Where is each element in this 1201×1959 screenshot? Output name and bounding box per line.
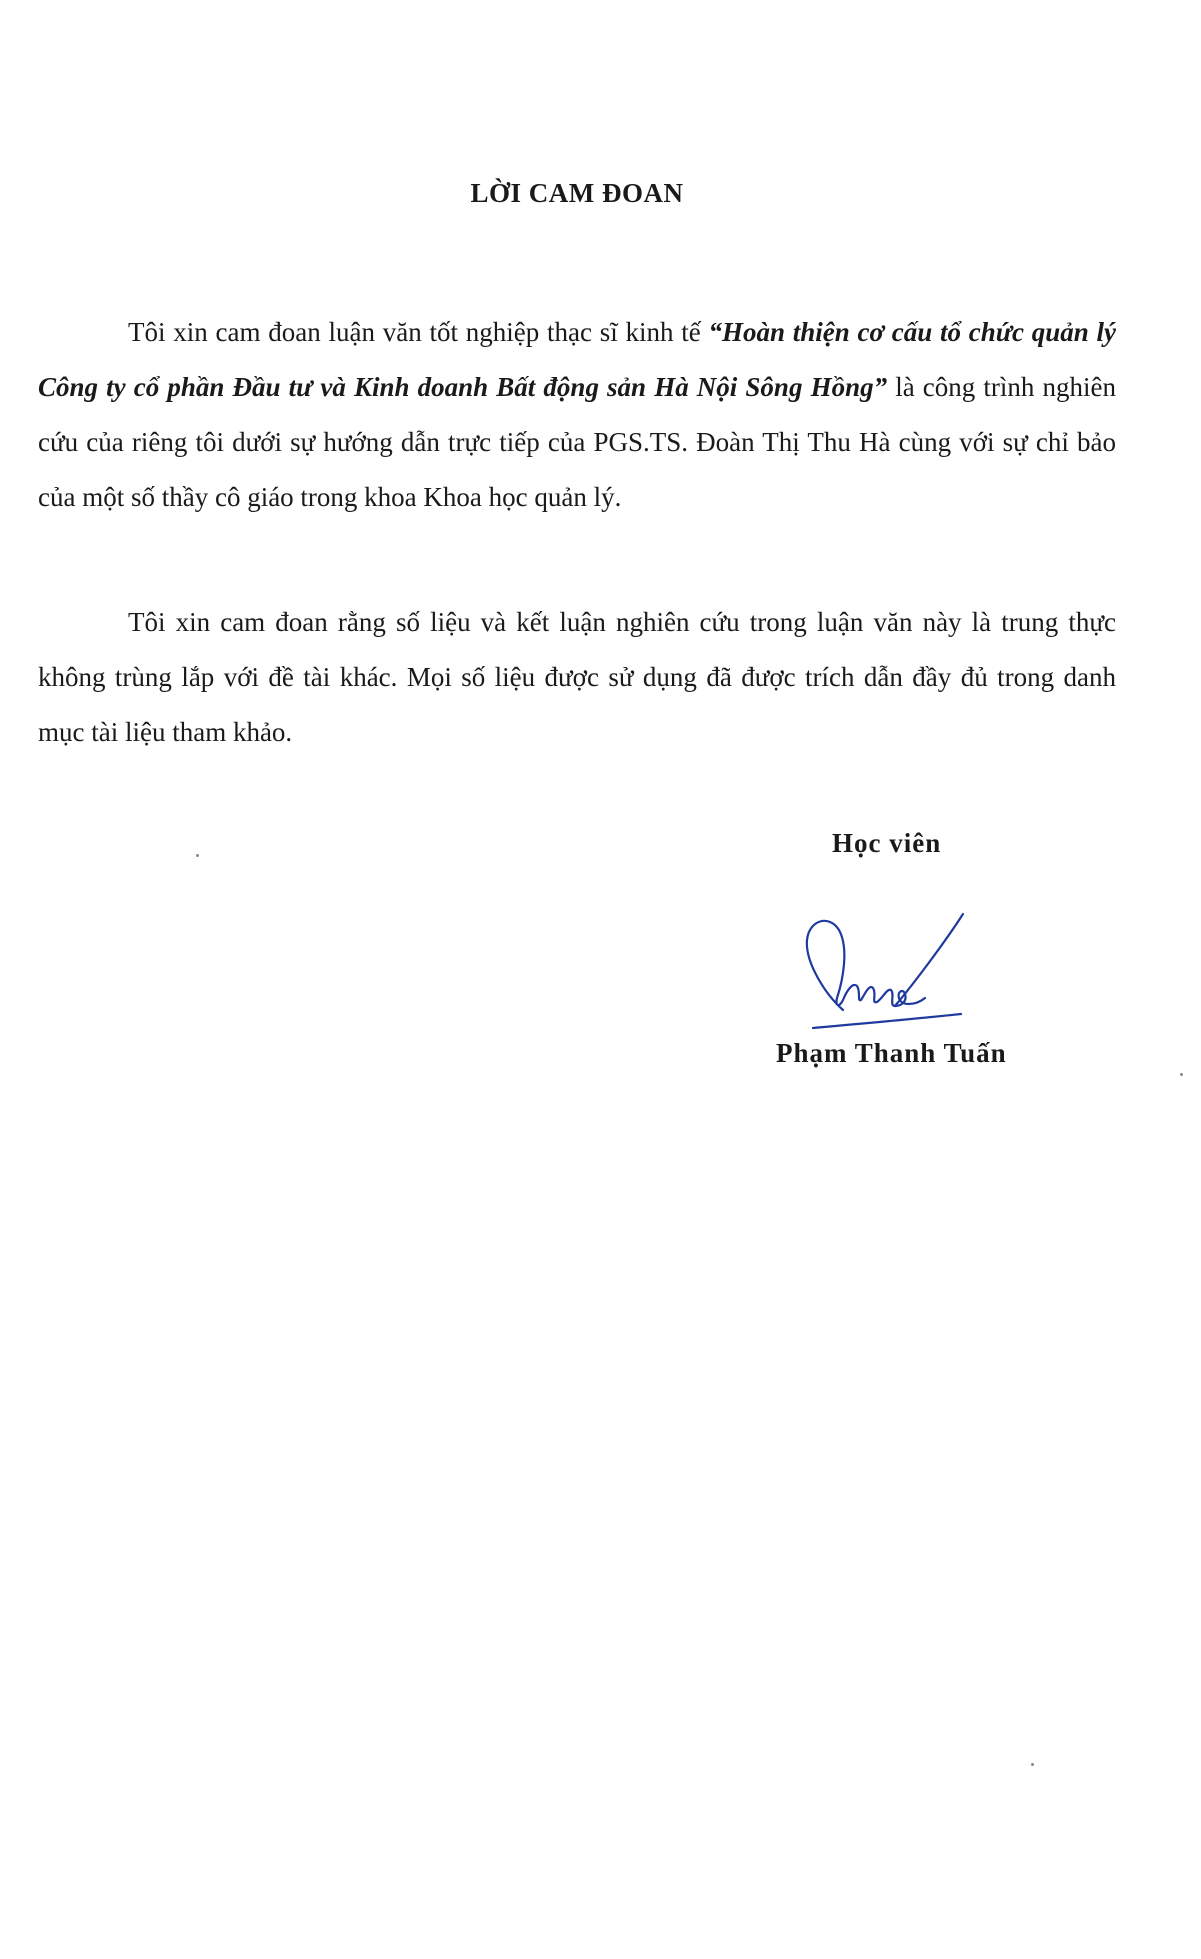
scan-speck [1180,1073,1183,1076]
page-title: LỜI CAM ĐOAN [470,178,684,208]
paragraph-2-text: Tôi xin cam đoan rằng số liệu và kết luận nghiên cứu trong luận văn này là trung thực không trùng lắp với đề tài khác. Mọi số liệu được sử dụng đã được trích dẫn đầy đủ trong danh mục tài liệu tham khảo. [38,607,1116,747]
handwritten-signature [795,902,970,1034]
signer-role: Học viên [832,828,942,858]
signer-name: Phạm Thanh Tuấn [776,1038,1007,1068]
scan-speck [1031,1763,1034,1766]
paragraph-1 [38,305,1116,525]
paragraph-2 [38,595,1116,760]
paragraph-1-lead: Tôi xin cam đoan luận văn tốt nghiệp thạc sĩ kinh tế [128,317,709,347]
paragraph-1-tail: là công trình nghiên cứu của riêng tôi dưới sự hướng dẫn trực tiếp của PGS.TS. Đoàn Thị Thu Hà cùng với sự chỉ bảo của một số thầy cô giáo trong khoa Khoa học quản lý. [38,372,1116,512]
scan-speck [196,854,199,857]
thesis-title: “Hoàn thiện cơ cấu tổ chức quản lý Công ty cổ phần Đầu tư và Kinh doanh Bất động sản Hà Nội Sông Hồng” [38,317,1116,402]
